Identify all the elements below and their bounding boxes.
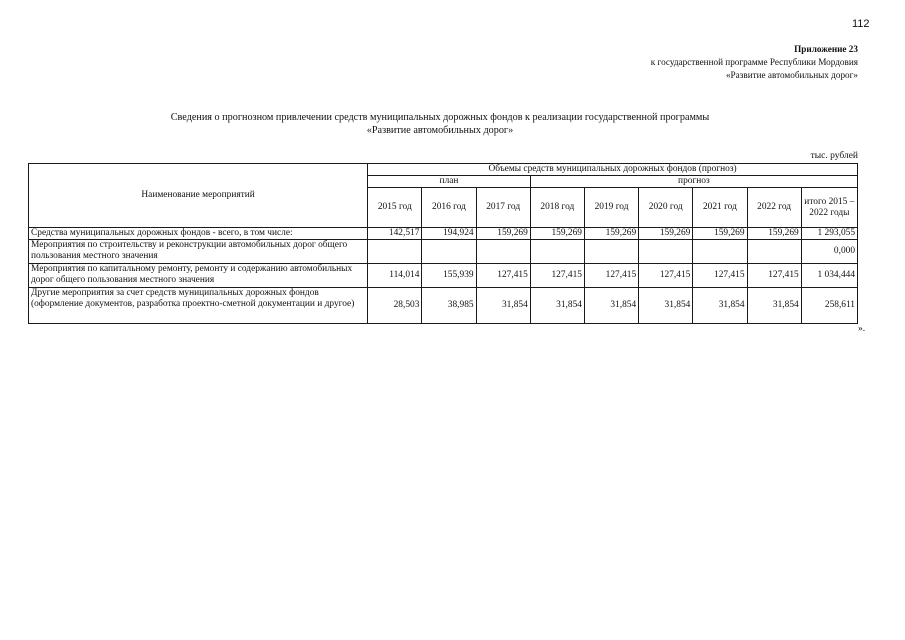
row-value xyxy=(530,240,584,264)
row-value: 159,269 xyxy=(584,228,638,240)
row-value xyxy=(747,240,801,264)
header-plan: план xyxy=(368,176,531,188)
row-name: Средства муниципальных дорожных фондов - всего, в том числе: xyxy=(29,228,368,240)
row-value xyxy=(693,240,747,264)
table-row xyxy=(29,228,858,240)
row-value: 142,517 xyxy=(368,228,422,240)
appendix-title: Приложение 23 xyxy=(794,44,858,54)
appendix-caption xyxy=(651,43,858,82)
row-total: 0,000 xyxy=(801,240,857,264)
header-year: 2016 год xyxy=(422,188,476,228)
row-value: 31,854 xyxy=(476,288,530,324)
units-label: тыс. рублей xyxy=(810,151,858,161)
row-value: 127,415 xyxy=(584,264,638,288)
row-value xyxy=(584,240,638,264)
header-forecast: прогноз xyxy=(530,176,857,188)
closing-quote: ». xyxy=(858,324,866,334)
row-total: 1 034,444 xyxy=(801,264,857,288)
header-year: 2022 год xyxy=(747,188,801,228)
row-value: 159,269 xyxy=(530,228,584,240)
row-value: 31,854 xyxy=(747,288,801,324)
header-year: 2019 год xyxy=(584,188,638,228)
page-number: 112 xyxy=(852,18,870,30)
row-value: 38,985 xyxy=(422,288,476,324)
header-name-column: Наименование мероприятий xyxy=(29,164,368,228)
document-title xyxy=(120,111,760,137)
table-row xyxy=(29,288,858,324)
header-year: 2020 год xyxy=(639,188,693,228)
header-year: 2021 год xyxy=(693,188,747,228)
row-value: 31,854 xyxy=(639,288,693,324)
appendix-line-2: «Развитие автомобильных дорог» xyxy=(725,70,858,80)
row-value: 159,269 xyxy=(693,228,747,240)
row-value: 127,415 xyxy=(530,264,584,288)
row-value: 114,014 xyxy=(368,264,422,288)
row-value: 159,269 xyxy=(639,228,693,240)
row-name: Другие мероприятия за счет средств муниципальных дорожных фондов (оформление документов, разработка проектно-сметной документации и другое) xyxy=(29,288,368,324)
funds-table xyxy=(28,163,858,324)
row-value: 127,415 xyxy=(639,264,693,288)
header-year: 2018 год xyxy=(530,188,584,228)
row-value: 127,415 xyxy=(476,264,530,288)
header-row-group xyxy=(29,164,858,176)
header-total: итого 2015 – 2022 годы xyxy=(801,188,857,228)
row-name: Мероприятия по строительству и реконструкции автомобильных дорог общего пользования местного значения xyxy=(29,240,368,264)
table-row xyxy=(29,240,858,264)
row-value xyxy=(639,240,693,264)
table-row xyxy=(29,264,858,288)
row-value xyxy=(368,240,422,264)
row-total: 258,611 xyxy=(801,288,857,324)
row-value xyxy=(422,240,476,264)
row-value xyxy=(476,240,530,264)
row-value: 31,854 xyxy=(584,288,638,324)
row-value: 159,269 xyxy=(747,228,801,240)
header-volume-group: Объемы средств муниципальных дорожных фондов (прогноз) xyxy=(368,164,858,176)
row-value: 31,854 xyxy=(530,288,584,324)
row-value: 155,939 xyxy=(422,264,476,288)
header-year: 2017 год xyxy=(476,188,530,228)
row-value: 127,415 xyxy=(693,264,747,288)
row-total: 1 293,055 xyxy=(801,228,857,240)
document-title-line-2: «Развитие автомобильных дорог» xyxy=(366,125,514,136)
appendix-line-1: к государственной программе Республики Мордовия xyxy=(650,57,858,67)
row-value: 159,269 xyxy=(476,228,530,240)
row-value: 31,854 xyxy=(693,288,747,324)
header-year: 2015 год xyxy=(368,188,422,228)
document-title-line-1: Сведения о прогнозном привлечении средств муниципальных дорожных фондов к реализации государственной программы xyxy=(170,112,710,123)
row-value: 127,415 xyxy=(747,264,801,288)
row-name: Мероприятия по капитальному ремонту, ремонту и содержанию автомобильных дорог общего пользования местного значения xyxy=(29,264,368,288)
row-value: 28,503 xyxy=(368,288,422,324)
row-value: 194,924 xyxy=(422,228,476,240)
